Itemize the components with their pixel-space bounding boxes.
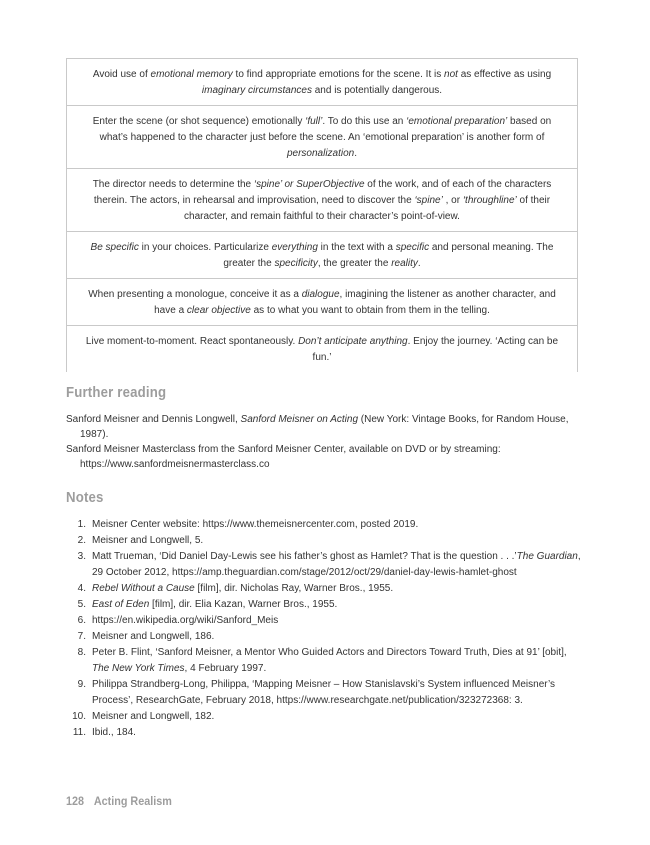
note-number: 5. bbox=[77, 599, 86, 610]
text-run: . bbox=[354, 148, 358, 159]
further-reading-list bbox=[66, 412, 586, 472]
note-number: 11. bbox=[72, 727, 86, 738]
italic-text: personalization bbox=[286, 148, 355, 159]
note-item bbox=[60, 597, 586, 613]
note-number: 4. bbox=[77, 583, 86, 594]
text-run: , imagining the listener as another character, and have a bbox=[154, 289, 556, 316]
reference-item bbox=[66, 412, 586, 442]
text-run: Meisner Center website: https://www.themeisnercenter.com, posted 2019. bbox=[92, 519, 419, 530]
text-run: Philippa Strandberg-Long, Philippa, ‘Mapping Meisner – How Stanislavski’s System influenced Meisner’s Process’, ResearchGate, February 2018, https://www.researchgate.net/publication/323272368: 3. bbox=[92, 679, 556, 706]
text-run: Meisner and Longwell, 182. bbox=[92, 711, 215, 722]
italic-text: The New York Times bbox=[92, 663, 185, 674]
tip-row bbox=[67, 279, 577, 326]
note-item bbox=[60, 645, 586, 677]
page-number: 128 bbox=[66, 794, 85, 808]
note-number: 9. bbox=[77, 679, 86, 690]
note-number: 1. bbox=[77, 519, 86, 530]
text-run: . bbox=[417, 258, 421, 269]
tips-table bbox=[66, 58, 578, 372]
italic-text: The Guardian bbox=[516, 551, 578, 562]
italic-text: imaginary circumstances bbox=[201, 85, 312, 96]
italic-text: Don’t anticipate anything bbox=[298, 336, 408, 347]
note-item bbox=[60, 725, 586, 741]
text-run: to find appropriate emotions for the scene. It is bbox=[232, 69, 445, 80]
italic-text: Be specific bbox=[90, 242, 139, 253]
reference-item bbox=[66, 442, 586, 472]
text-run: [film], dir. Nicholas Ray, Warner Bros., 1955. bbox=[194, 583, 394, 594]
note-text bbox=[92, 597, 586, 613]
italic-text: ‘throughline’ bbox=[462, 195, 517, 206]
running-title: Acting Realism bbox=[93, 794, 172, 808]
text-run: Peter B. Flint, ‘Sanford Meisner, a Mentor Who Guided Actors and Directors Toward Truth, Dies at 91’ [obit], bbox=[92, 647, 567, 658]
italic-text: Sanford Meisner on Acting bbox=[240, 414, 359, 425]
italic-text: ‘spine’ or SuperObjective bbox=[253, 179, 365, 190]
note-item bbox=[60, 629, 586, 645]
text-run: . Enjoy the journey. ‘Acting can be fun.’ bbox=[312, 336, 559, 363]
note-item bbox=[60, 533, 586, 549]
text-run: (New York: Vintage Books, for Random House, 1987). bbox=[80, 414, 569, 440]
italic-text: everything bbox=[271, 242, 318, 253]
text-run: Sanford Meisner and Dennis Longwell, bbox=[66, 414, 241, 425]
tip-row bbox=[67, 169, 577, 232]
note-item bbox=[60, 613, 586, 629]
note-number: 2. bbox=[77, 535, 86, 546]
text-run: https://en.wikipedia.org/wiki/Sanford_Meis bbox=[92, 615, 279, 626]
tip-row bbox=[67, 326, 577, 372]
note-text bbox=[92, 677, 586, 709]
text-run: in your choices. Particularize bbox=[138, 242, 272, 253]
note-text bbox=[92, 709, 586, 725]
text-run: , 4 February 1997. bbox=[184, 663, 267, 674]
note-text bbox=[92, 581, 586, 597]
text-run: of their character, and remain faithful to their character’s point-of-view. bbox=[184, 195, 551, 222]
text-run: When presenting a monologue, conceive it as a bbox=[88, 289, 302, 300]
tip-row bbox=[67, 232, 577, 279]
further-reading-heading: Further reading bbox=[66, 384, 167, 401]
note-item bbox=[60, 677, 586, 709]
text-run: Meisner and Longwell, 186. bbox=[92, 631, 215, 642]
note-number: 6. bbox=[77, 615, 86, 626]
italic-text: not bbox=[444, 69, 458, 80]
note-item bbox=[60, 549, 586, 581]
italic-text: Rebel Without a Cause bbox=[92, 583, 195, 594]
page-footer bbox=[66, 794, 172, 808]
note-text bbox=[92, 517, 586, 533]
note-number: 7. bbox=[77, 631, 86, 642]
italic-text: specificity bbox=[274, 258, 318, 269]
italic-text: ‘spine’ bbox=[414, 195, 443, 206]
text-run: Avoid use of bbox=[92, 69, 151, 80]
italic-text: East of Eden bbox=[92, 599, 150, 610]
tip-row bbox=[67, 59, 577, 106]
text-run: , or bbox=[442, 195, 463, 206]
text-run: Meisner and Longwell, 5. bbox=[92, 535, 204, 546]
text-run: and personal meaning. The greater the bbox=[223, 242, 554, 269]
italic-text: ‘emotional preparation’ bbox=[406, 116, 508, 127]
note-text bbox=[92, 725, 586, 741]
text-run: as to what you want to obtain from them in the telling. bbox=[250, 305, 490, 316]
text-run: [film], dir. Elia Kazan, Warner Bros., 1955. bbox=[149, 599, 338, 610]
italic-text: reality bbox=[391, 258, 418, 269]
text-run: , 29 October 2012, https://amp.theguardian.com/stage/2012/oct/29/daniel-day-lewis-hamlet-ghost bbox=[92, 551, 581, 578]
text-run: based on what’s happened to the character just before the scene. An ‘emotional preparation’ is another form of bbox=[99, 116, 552, 143]
note-text bbox=[92, 549, 586, 581]
text-run: Sanford Meisner Masterclass from the Sanford Meisner Center, available on DVD or by streaming: https://www.sanfordmeisnermasterclass.co bbox=[66, 444, 501, 470]
note-item bbox=[60, 517, 586, 533]
note-text bbox=[92, 645, 586, 677]
note-item bbox=[60, 709, 586, 725]
italic-text: specific bbox=[395, 242, 430, 253]
text-run: Live moment-to-moment. React spontaneously. bbox=[85, 336, 299, 347]
text-run: and is potentially dangerous. bbox=[311, 85, 443, 96]
text-run: Enter the scene (or shot sequence) emotionally bbox=[92, 116, 306, 127]
note-item bbox=[60, 581, 586, 597]
text-run: . To do this use an bbox=[322, 116, 407, 127]
text-run: The director needs to determine the bbox=[92, 179, 254, 190]
text-run: in the text with a bbox=[317, 242, 396, 253]
text-run: , the greater the bbox=[317, 258, 392, 269]
text-run: Matt Trueman, ‘Did Daniel Day-Lewis see his father’s ghost as Hamlet? That is the question . . .’ bbox=[92, 551, 517, 562]
italic-text: dialogue bbox=[301, 289, 340, 300]
text-run: Ibid., 184. bbox=[92, 727, 136, 738]
note-number: 10. bbox=[72, 711, 86, 722]
italic-text: ‘full’ bbox=[305, 116, 323, 127]
note-text bbox=[92, 613, 586, 629]
italic-text: clear objective bbox=[186, 305, 251, 316]
note-text bbox=[92, 533, 586, 549]
tip-row bbox=[67, 106, 577, 169]
text-run: of the work, and of each of the characters therein. The actors, in rehearsal and improvisation, need to discover the bbox=[93, 179, 552, 206]
text-run: as effective as using bbox=[457, 69, 552, 80]
note-number: 3. bbox=[77, 551, 86, 562]
notes-list bbox=[60, 517, 586, 741]
note-text bbox=[92, 629, 586, 645]
notes-heading: Notes bbox=[66, 489, 104, 506]
note-number: 8. bbox=[77, 647, 86, 658]
italic-text: emotional memory bbox=[150, 69, 233, 80]
